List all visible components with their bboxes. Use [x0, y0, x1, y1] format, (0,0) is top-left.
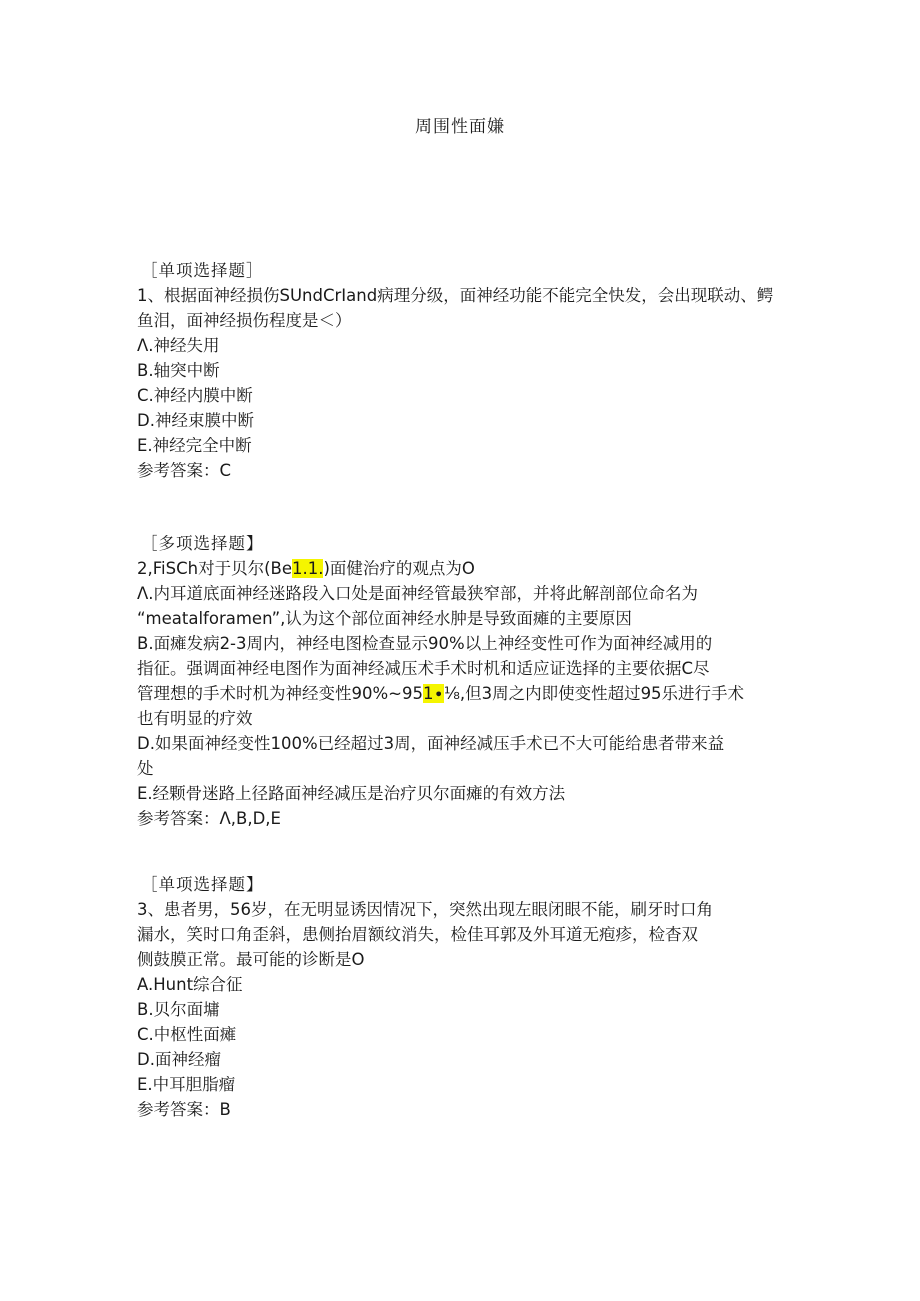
option-b-line-1: B.面瘫发病2-3周内，神经电图检查显示90%以上神经变性可作为面神经减用的: [137, 634, 713, 653]
highlighted-text: 1∙: [423, 684, 444, 703]
question-type: ［多项选择题】: [141, 534, 264, 553]
question-2: [137, 531, 787, 831]
answer: 参考答案：B: [137, 1100, 231, 1119]
option-e: E.神经完全中断: [137, 436, 252, 455]
option-a: Λ.神经失用: [137, 336, 220, 355]
option-b-text-after: ⅛,但3周之内即使变性超过95乐进行手术: [443, 684, 745, 703]
question-stem-line-1: 3、患者男，56岁，在无明显诱因情况下，突然出现左眼闭眼不能，刷牙时口角: [137, 900, 713, 919]
question-stem: 1、根据面神经损伤SUndCrIand病理分级，面神经功能不能完全快发，会出现联动、鳄鱼泪，面神经损伤程度是＜）: [137, 286, 774, 330]
document-title: 周围性面嫌: [415, 117, 505, 137]
stem-text-before: 2,FiSCh对于贝尔(Be: [137, 559, 292, 578]
option-d-line-1: D.如果面神经变性100%已经超过3周，面神经减压手术已不大可能给患者带来益: [137, 734, 725, 753]
option-c: C.中枢性面瘫: [137, 1025, 237, 1044]
question-3: [137, 872, 787, 1122]
option-b-text-before: 管理想的手术时机为神经变性90%~95: [137, 684, 423, 703]
option-a-line-1: Λ.内耳道底面神经迷路段入口处是面神经管最狭窄部，并将此解剖部位命名为: [137, 584, 699, 603]
option-b: B.轴突中断: [137, 361, 220, 380]
answer: 参考答案：C: [137, 461, 232, 480]
question-stem: [137, 556, 787, 581]
option-b-line-3: [137, 681, 787, 706]
option-d: D.神经束膜中断: [137, 411, 254, 430]
question-stem-line-2: 漏水，笑时口角歪斜，患侧抬眉额纹消失，检佳耳郭及外耳道无疱疹，检杳双: [137, 925, 698, 944]
question-stem-line-3: 侧鼓膜正常。最可能的诊断是O: [137, 950, 365, 969]
option-e: E.经颗骨迷路上径路面神经减压是治疗贝尔面瘫的有效方法: [137, 784, 566, 803]
question-type: ［单项选择题】: [141, 875, 264, 894]
option-d-line-2: 处: [137, 759, 154, 778]
option-b: B.贝尔面墉: [137, 1000, 220, 1019]
question-1: [137, 258, 787, 483]
option-a: A.Hunt综合征: [137, 975, 243, 994]
question-type: ［单项选择题］: [141, 261, 264, 280]
answer: 参考答案：Λ,B,D,E: [137, 809, 281, 828]
option-a-line-2: “meatalforamen”,认为这个部位面神经水肿是导致面瘫的主要原因: [137, 609, 632, 628]
highlighted-text: 1.1.: [291, 559, 324, 578]
option-c: C.神经内膜中断: [137, 386, 253, 405]
option-b-line-4: 也有明显的疗效: [137, 709, 253, 728]
stem-text-after: )面健治疗的观点为O: [323, 559, 475, 578]
option-e: E.中耳胆脂瘤: [137, 1075, 236, 1094]
option-b-line-2: 指征。强调面神经电图作为面神经减压术手术时机和适应证选择的主要依据C尽: [137, 659, 710, 678]
option-d: D.面神经瘤: [137, 1050, 221, 1069]
